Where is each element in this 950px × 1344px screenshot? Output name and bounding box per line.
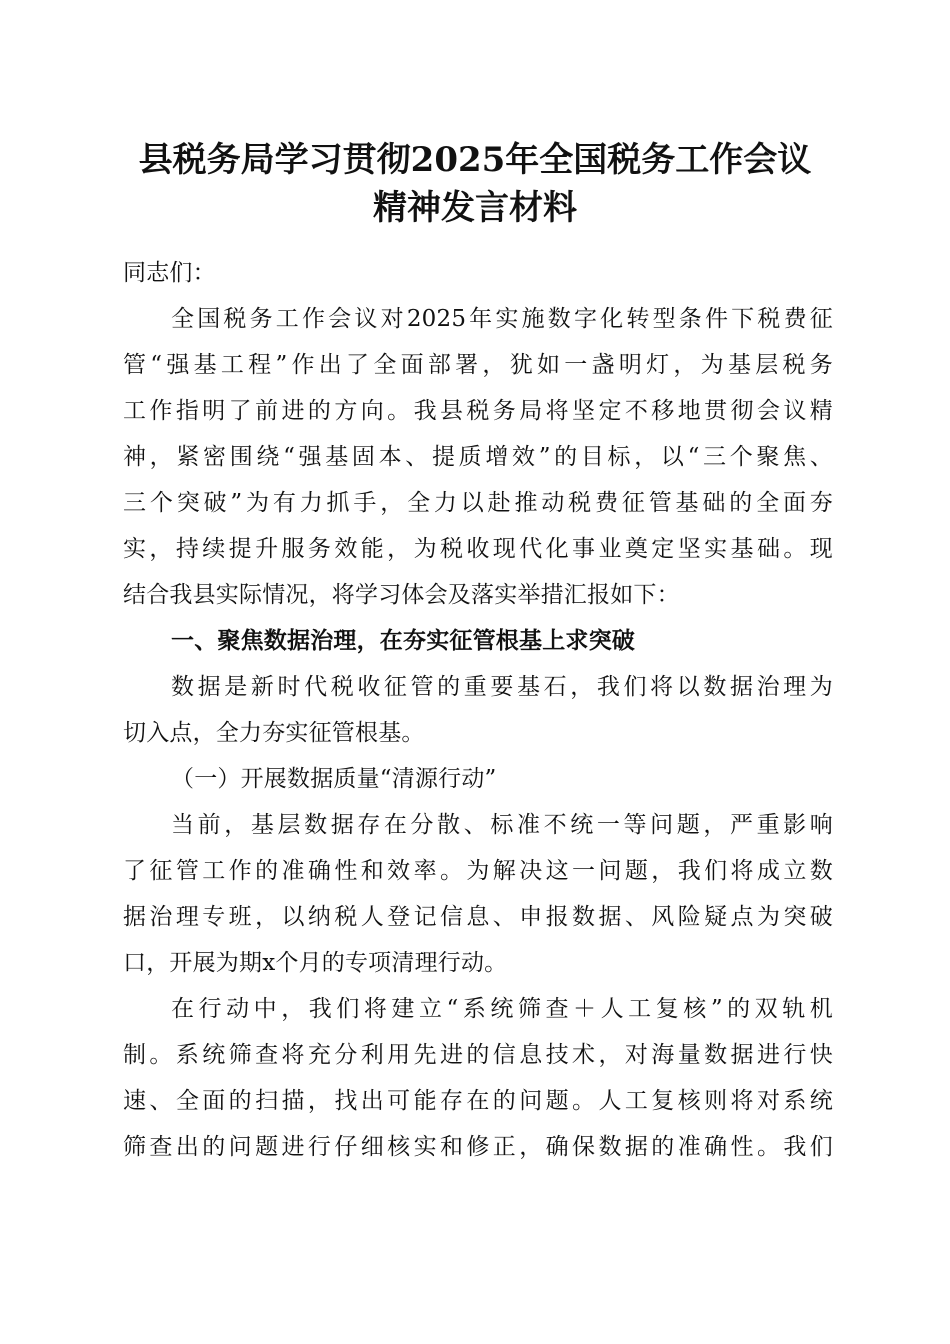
document-body [123,250,833,1170]
paragraph-current-issues [123,802,833,986]
document-title [0,136,950,232]
paragraph-line: 结合我县实际情况，将学习体会及落实举措汇报如下： [123,582,680,608]
paragraph-line: 速、全面的扫描，找出可能存在的问题。人工复核则将对系统 [123,1088,833,1114]
paragraph-line: 口，开展为期x个月的专项清理行动。 [123,950,508,976]
section-heading-1: 一、聚焦数据治理，在夯实征管根基上求突破 [171,628,635,654]
paragraph-line: 数据是新时代税收征管的重要基石，我们将以数据治理为 [171,674,833,700]
paragraph-line: 在行动中，我们将建立“系统筛查＋人工复核”的双轨机 [171,996,833,1022]
paragraph-line: 切入点，全力夯实征管根基。 [123,720,425,746]
paragraph-data-foundation [123,664,833,756]
title-line-2: 精神发言材料 [373,188,577,228]
salutation: 同志们： [123,260,216,286]
paragraph-line: 实，持续提升服务效能，为税收现代化事业奠定坚实基础。现 [123,536,833,562]
subsection-heading-1: （一）开展数据质量“清源行动” [171,766,497,792]
paragraph-intro [123,296,833,618]
paragraph-line: 据治理专班，以纳税人登记信息、申报数据、风险疑点为突破 [123,904,833,930]
title-line-1: 县税务局学习贯彻2025年全国税务工作会议 [138,140,812,180]
paragraph-line: 了征管工作的准确性和效率。为解决这一问题，我们将成立数 [123,858,833,884]
paragraph-line: 三个突破”为有力抓手，全力以赴推动税费征管基础的全面夯 [123,490,833,516]
paragraph-line: 制。系统筛查将充分利用先进的信息技术，对海量数据进行快 [123,1042,833,1068]
paragraph-line: 当前，基层数据存在分散、标准不统一等问题，严重影响 [171,812,833,838]
paragraph-line: 神，紧密围绕“强基固本、提质增效”的目标，以“三个聚焦、 [123,444,833,470]
paragraph-line: 筛查出的问题进行仔细核实和修正，确保数据的准确性。我们 [123,1134,833,1160]
paragraph-line: 工作指明了前进的方向。我县税务局将坚定不移地贯彻会议精 [123,398,833,424]
paragraph-line: 全国税务工作会议对2025年实施数字化转型条件下税费征 [171,306,833,332]
paragraph-dual-track [123,986,833,1170]
paragraph-line: 管“强基工程”作出了全面部署，犹如一盏明灯，为基层税务 [123,352,833,378]
